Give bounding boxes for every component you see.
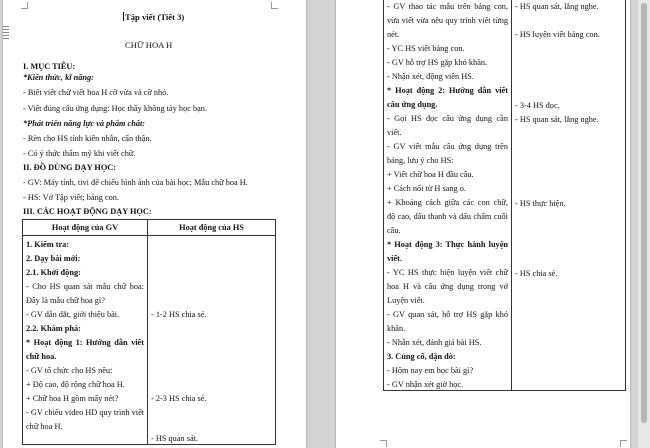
- vertical-scrollbar[interactable]: [637, 0, 650, 448]
- gv-cell: - GV thao tác mẫu trên bảng con, vừa viết vừa nêu quy trình viết từng nét. - YC HS viết bảng con. - GV hỗ trợ HS gặp khó khăn. - Nhận xét, động viên HS. * Hoạt động 2: Hướng dẫn viết câu ứng dụng. - Gọi HS đọc câu ứng dụng cần viết. - GV viết mẫu câu ứng dụng trên bảng, lưu ý cho HS: + Viết chữ hoa H đầu câu. + Cách nối từ H sang o. + Khoảng cách giữa các con chữ, độ cao, dấu thanh và dấu chấm cuối câu. * Hoạt động 3: Thực hành luyện viết. - YC HS thực hiện luyện viết chữ hoa H và câu ứng dụng trong vở Luyện viết. - GV quan sát, hỗ trợ HS gặp khó khăn. - Nhẫn xét, đánh giá bài HS. 3. Củng cố, dặn dò: - Hôm nay em học bài gì? - GV nhận xét giờ học.: [384, 0, 512, 391]
- crop-mark: [21, 2, 28, 9]
- gv-cell: 1. Kiểm tra: 2. Dạy bài mới: 2.1. Khởi động: - Cho HS quan sát mẫu chữ hoa: Đây là mẫu chữ hoa gì? - GV dẫn dắt, giới thiệu bài. 2.2. Khám phá: * Hoạt động 1: Hướng dẫn viết chữ hoa. - GV tổ chức cho HS nêu: + Độ cao, độ rộng chữ hoa H. + Chữ hoa H gồm mấy nét? - GV chiếu video HD quy trình viết chữ hoa H.: [23, 236, 148, 445]
- drag-handle-icon[interactable]: [3, 26, 9, 40]
- lesson-plan-table: [22, 219, 276, 445]
- text-cursor-icon: [123, 12, 124, 21]
- crop-mark: [620, 440, 627, 447]
- column-header-hs: Hoạt động của HS: [148, 220, 276, 236]
- paragraph-line: - Có ý thức thẩm mỹ khi viết chữ.: [23, 149, 136, 158]
- section-heading: I. MỤC TIÊU:: [23, 62, 76, 71]
- paragraph-line: - HS: Vở Tập viết; bảng con.: [23, 193, 120, 202]
- section-heading: III. CÁC HOẠT ĐỘNG DẠY HỌC:: [23, 207, 152, 216]
- subsection-heading: *Phát triển năng lực và phẩm chất:: [23, 119, 146, 128]
- hs-cell: - 1-2 HS chia sẻ. - 2-3 HS chia sẻ. - HS quan sát.: [148, 236, 276, 445]
- table-row: [384, 0, 626, 391]
- column-header-gv: Hoạt động của GV: [23, 220, 148, 236]
- table-header-row: [23, 220, 276, 236]
- paragraph-line: - Viết đúng câu ứng dụng: Học thầy không tày học bạn.: [23, 104, 208, 113]
- hs-cell: - HS quan sát, lắng nghe. - HS luyện viết bảng con. - 3-4 HS đọc. - HS quan sát, lắng nghe. - HS thực hiện. - HS chia sẻ.: [512, 0, 626, 391]
- paragraph-line: - GV: Máy tính, tivi để chiếu hình ảnh của bài học; Mẫu chữ hoa H.: [23, 178, 248, 187]
- table-row: [23, 236, 276, 445]
- subsection-heading: *Kiến thức, kĩ năng:: [23, 73, 94, 82]
- lesson-subtitle: CHỮ HOA H: [125, 40, 173, 50]
- lesson-title: Tập viết (Tiết 3): [125, 12, 185, 22]
- document-page-left: [3, 0, 306, 448]
- crop-mark: [380, 440, 387, 447]
- lesson-plan-table-continued: [383, 0, 626, 391]
- paragraph-line: - Rèn cho HS tính kiên nhẫn, cẩn thận.: [23, 134, 152, 143]
- scrollbar-thumb[interactable]: [641, 3, 647, 423]
- paragraph-line: - Biết viết chữ viết hoa H cỡ vừa và cỡ nhỏ.: [23, 88, 169, 97]
- section-heading: II. ĐỒ DÙNG DẠY HỌC:: [23, 163, 117, 172]
- document-page-right: [336, 0, 630, 448]
- crop-mark: [271, 2, 278, 9]
